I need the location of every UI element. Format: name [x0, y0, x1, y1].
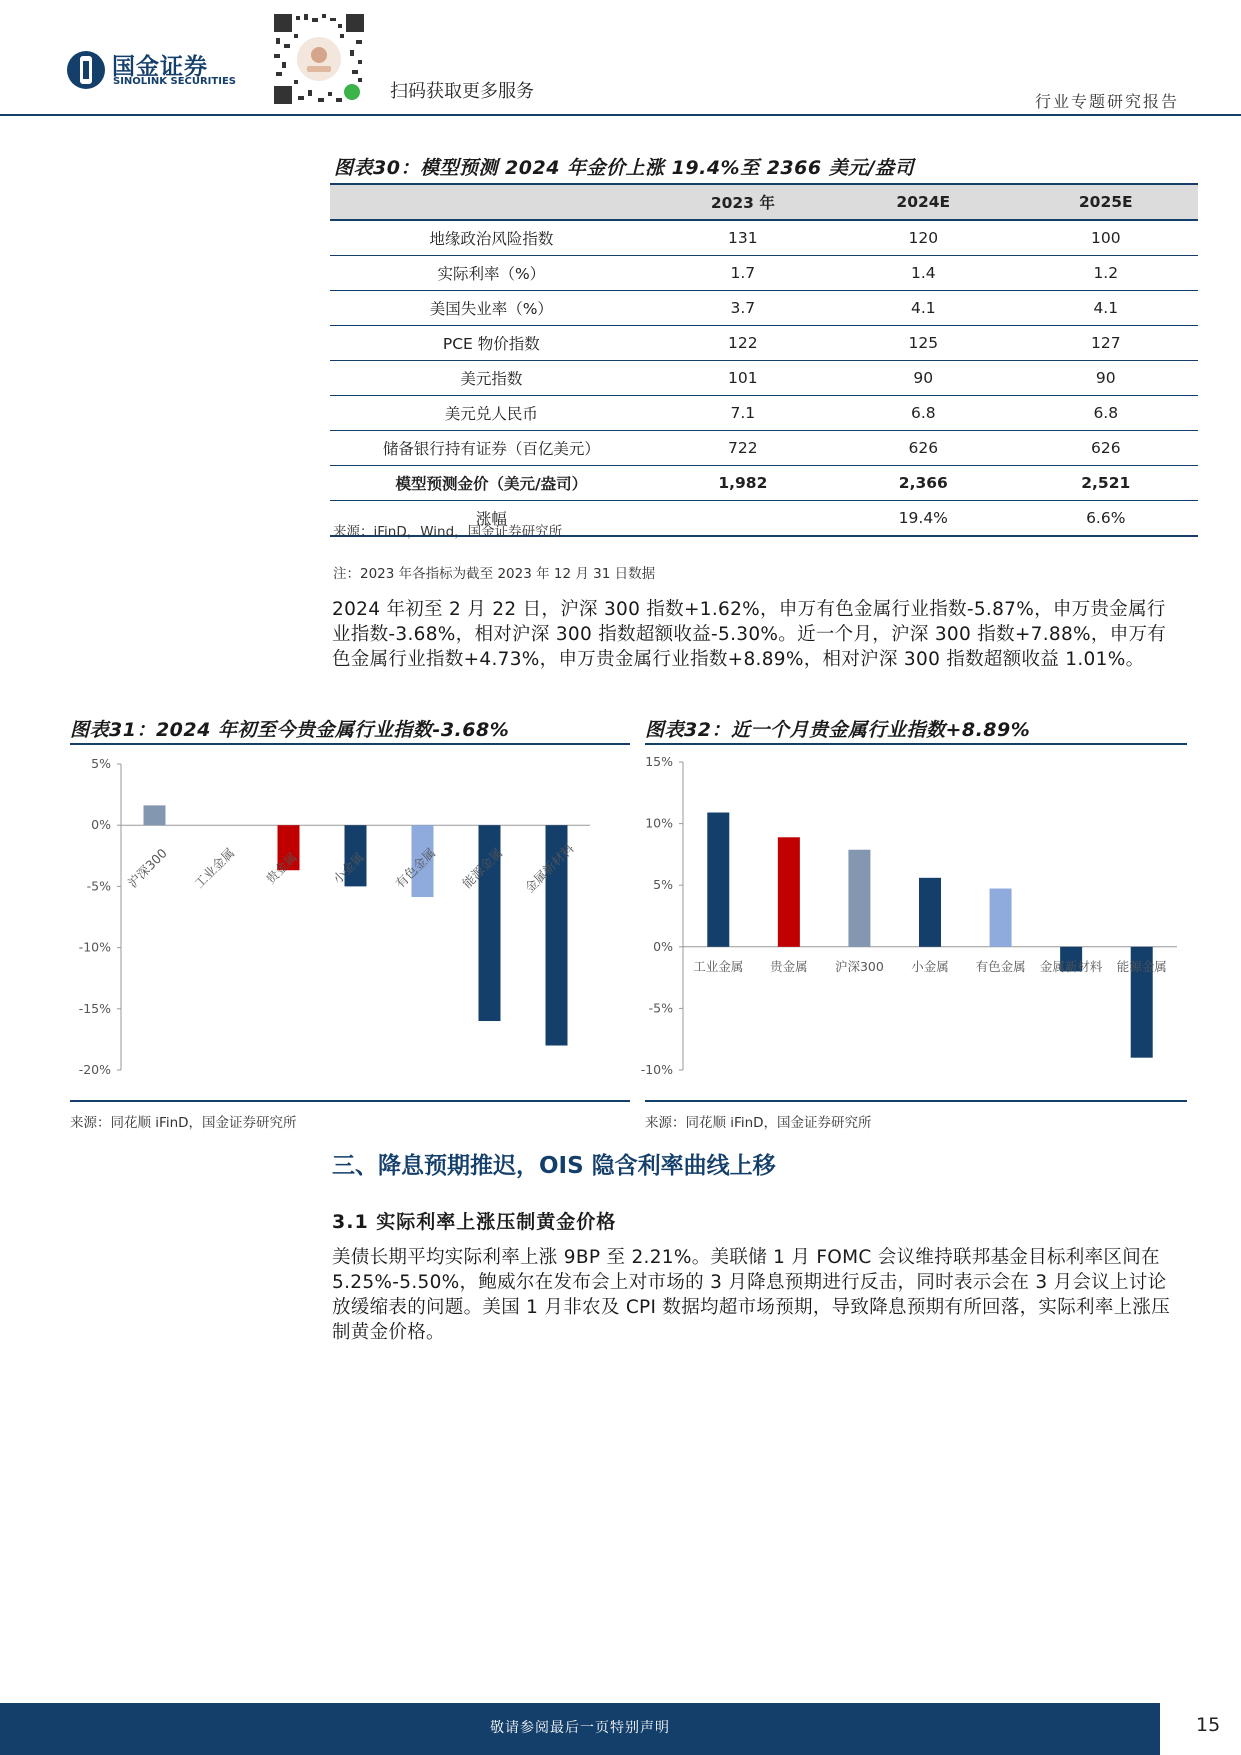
category-label: 贵金属 — [770, 958, 808, 974]
fig32-title: 图表32：近一个月贵金属行业指数+8.89% — [645, 719, 1031, 741]
category-label: 金属新材料 — [1039, 958, 1103, 974]
table-row — [330, 361, 1198, 396]
table-row — [330, 291, 1198, 326]
fig30-table — [330, 183, 1198, 537]
category-label: 小金属 — [329, 849, 367, 887]
cell-2025e: 6.8 — [1014, 396, 1198, 431]
row-label: 地缘政治风险指数 — [330, 220, 653, 256]
cell-2023: 122 — [653, 326, 833, 361]
row-label: 储备银行持有证券（百亿美元） — [330, 431, 653, 466]
cell-2025e: 127 — [1014, 326, 1198, 361]
real-rate-paragraph: 美债长期平均实际利率上涨 9BP 至 2.21%。美联储 1 月 FOMC 会议维持联邦基金目标利率区间在 5.25%-5.50%，鲍威尔在发布会上对市场的 3 月降息预期进行反击，同时表示会在 3 月会议上讨论放缓缩表的问题。美国 1 月非农及 CPI 数据均超市场预期，导致降息预期有所回落，实际利率上涨压制黄金价格。 — [332, 1247, 1171, 1343]
bar — [778, 837, 800, 947]
fig32-source: 来源：同花顺 iFinD，国金证券研究所 — [645, 1115, 872, 1131]
y-tick-label: -10% — [640, 1062, 673, 1077]
cell-2024e: 19.4% — [833, 501, 1013, 537]
bar — [707, 813, 729, 947]
y-tick-label: -15% — [78, 1000, 111, 1016]
cell-2023: 1,982 — [653, 466, 833, 501]
category-label: 有色金属 — [392, 845, 439, 892]
bar — [919, 878, 941, 947]
bar — [848, 850, 870, 947]
cell-2025e: 4.1 — [1014, 291, 1198, 326]
cell-2023: 3.7 — [653, 291, 833, 326]
scan-prompt: 扫码获取更多服务 — [390, 81, 534, 102]
y-tick-label: -5% — [648, 1000, 673, 1016]
category-label: 工业金属 — [693, 958, 744, 974]
sinolink-logo-icon — [66, 50, 106, 90]
table-row — [330, 326, 1198, 361]
table-header-cell: 2024E — [833, 184, 1013, 220]
cell-2024e: 626 — [833, 431, 1013, 466]
category-label: 小金属 — [911, 958, 949, 974]
table-row — [330, 396, 1198, 431]
category-label: 金属新材料 — [521, 840, 577, 896]
category-label: 能源金属 — [1116, 958, 1167, 974]
footer-disclaimer[interactable]: 敬请参阅最后一页特别声明 — [490, 1720, 670, 1736]
row-label: 美国失业率（%） — [330, 291, 653, 326]
cell-2025e: 1.2 — [1014, 256, 1198, 291]
cell-2025e: 2,521 — [1014, 466, 1198, 501]
row-label: 涨幅 — [330, 501, 653, 537]
cell-2023: 722 — [653, 431, 833, 466]
table-row — [330, 431, 1198, 466]
fig32-bottom-rule — [645, 1100, 1187, 1102]
fig30-title: 图表30：模型预测 2024 年金价上涨 19.4%至 2366 美元/盎司 — [334, 157, 915, 179]
cell-2025e: 90 — [1014, 361, 1198, 396]
cell-2024e: 2,366 — [833, 466, 1013, 501]
cell-2024e: 1.4 — [833, 256, 1013, 291]
cell-2024e: 90 — [833, 361, 1013, 396]
table-header-cell — [330, 184, 653, 220]
row-label: 美元指数 — [330, 361, 653, 396]
row-label: PCE 物价指数 — [330, 326, 653, 361]
brand-name-en: SINOLINK SECURITIES — [113, 76, 236, 87]
row-label: 美元兑人民币 — [330, 396, 653, 431]
category-label: 沪深300 — [834, 958, 884, 974]
cell-2024e: 125 — [833, 326, 1013, 361]
fig30-source: 来源：iFinD，Wind，国金证券研究所 — [333, 524, 563, 540]
row-label: 实际利率（%） — [330, 256, 653, 291]
table-header-cell: 2025E — [1014, 184, 1198, 220]
cell-2023: 131 — [653, 220, 833, 256]
y-tick-label: 0% — [653, 938, 673, 954]
row-label: 模型预测金价（美元/盎司） — [330, 466, 653, 501]
subsection-heading: 3.1 实际利率上涨压制黄金价格 — [332, 1211, 617, 1233]
fig31-bottom-rule — [70, 1100, 630, 1102]
bar — [990, 889, 1012, 947]
y-tick-label: 5% — [653, 877, 673, 893]
cell-2023: 101 — [653, 361, 833, 396]
cell-2024e: 6.8 — [833, 396, 1013, 431]
cell-2024e: 120 — [833, 220, 1013, 256]
table-row — [330, 256, 1198, 291]
table-header-cell: 2023 年 — [653, 184, 833, 220]
cell-2024e: 4.1 — [833, 291, 1013, 326]
page-number: 15 — [1196, 1714, 1221, 1736]
y-tick-label: -20% — [78, 1062, 111, 1077]
brand-name-cn: 国金证券 — [112, 54, 208, 80]
table-header-row — [330, 184, 1198, 220]
fig31-title: 图表31：2024 年初至今贵金属行业指数-3.68% — [70, 719, 510, 741]
table-row — [330, 220, 1198, 256]
cell-2023 — [653, 501, 833, 537]
section-heading: 三、降息预期推迟，OIS 隐含利率曲线上移 — [332, 1153, 776, 1179]
fig31-title-rule — [70, 743, 630, 745]
qr-code-icon[interactable] — [270, 10, 368, 108]
header-divider — [0, 114, 1241, 116]
report-type-label: 行业专题研究报告 — [1034, 92, 1179, 111]
category-label: 贵金属 — [262, 849, 300, 887]
category-label: 有色金属 — [975, 958, 1026, 974]
fig31-bar-chart — [70, 752, 630, 1092]
cell-2025e: 626 — [1014, 431, 1198, 466]
fig31-source: 来源：同花顺 iFinD，国金证券研究所 — [70, 1115, 297, 1131]
cell-2023: 7.1 — [653, 396, 833, 431]
fig30-note: 注：2023 年各指标为截至 2023 年 12 月 31 日数据 — [333, 566, 656, 582]
category-label: 沪深300 — [124, 845, 170, 891]
y-tick-label: 0% — [91, 817, 111, 833]
cell-2025e: 100 — [1014, 220, 1198, 256]
table-row-model-price — [330, 466, 1198, 501]
y-tick-label: -5% — [86, 878, 111, 894]
market-summary-paragraph: 2024 年初至 2 月 22 日，沪深 300 指数+1.62%，申万有色金属行业指数-5.87%，申万贵金属行业指数-3.68%，相对沪深 300 指数超额收益-5.30%。近一个月，沪深 300 指数+7.88%，申万有色金属行业指数+4.73%，申万贵金属行业指数+8.89%，相对沪深 300 指数超额收益 1.01%。 — [332, 599, 1167, 670]
fig32-title-rule — [645, 743, 1187, 745]
cell-2025e: 6.6% — [1014, 501, 1198, 537]
cell-2023: 1.7 — [653, 256, 833, 291]
y-tick-label: 5% — [91, 756, 111, 771]
category-label: 能源金属 — [459, 845, 506, 892]
y-tick-label: 10% — [645, 815, 673, 831]
fig32-bar-chart — [640, 752, 1187, 1092]
y-tick-label: -10% — [78, 939, 111, 955]
category-label: 工业金属 — [191, 845, 238, 892]
y-tick-label: 15% — [645, 754, 673, 769]
bar — [144, 805, 166, 825]
